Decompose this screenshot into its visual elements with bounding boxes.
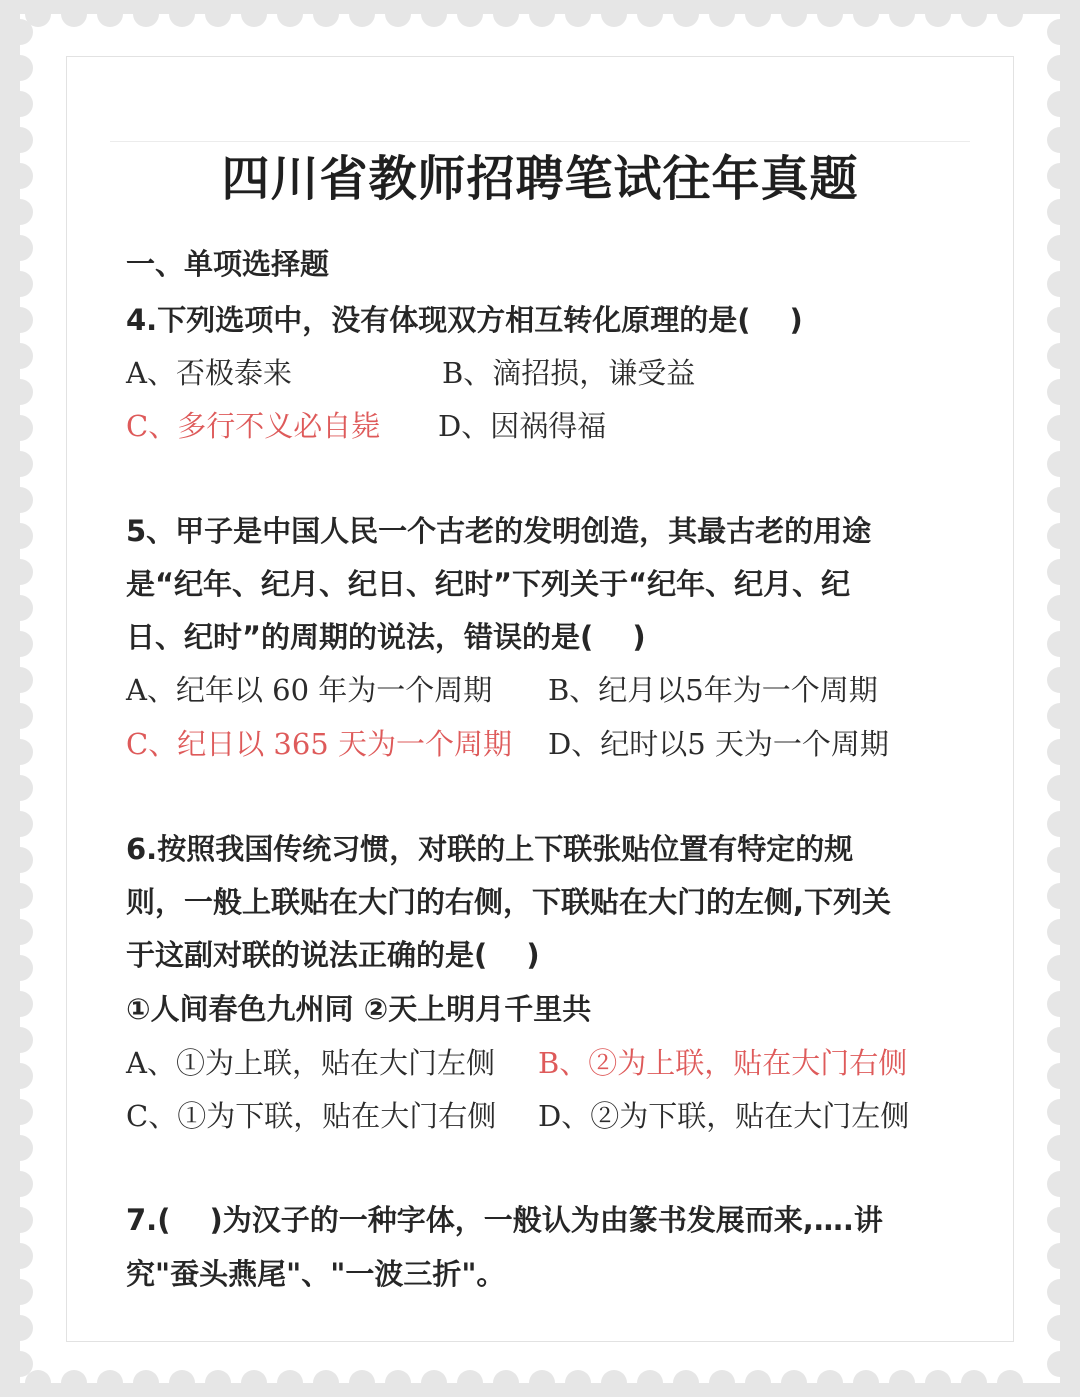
perforation-dot (133, 1, 159, 27)
perforation-dot (1047, 415, 1073, 441)
question-6-stem-line-1: 6.按照我国传统习惯，对联的上下联张贴位置有特定的规 (126, 832, 854, 866)
perforation-dot (7, 1027, 33, 1053)
perforation-dot (1047, 451, 1073, 477)
perforation-dot (637, 1, 663, 27)
perforation-dot (529, 1370, 555, 1396)
perforation-dot (1047, 1027, 1073, 1053)
perforation-dot (817, 1370, 843, 1396)
question-7-stem-line-1: 7.( )为汉子的一种字体，一般认为由篆书发展而来,….讲 (126, 1203, 883, 1237)
perforation-dot (565, 1370, 591, 1396)
perforation-dot (1047, 1063, 1073, 1089)
perforation-dot (1047, 631, 1073, 657)
perforation-dot (7, 343, 33, 369)
perforation-dot (1047, 91, 1073, 117)
perforation-dot (1047, 1243, 1073, 1269)
perforation-dot (61, 1370, 87, 1396)
perforation-dot (349, 1, 375, 27)
perforation-dot (961, 1, 987, 27)
perforation-dot (7, 1063, 33, 1089)
perforation-dot (7, 775, 33, 801)
perforation-dot (1047, 1135, 1073, 1161)
perforation-dot (673, 1370, 699, 1396)
perforation-dot (7, 451, 33, 477)
perforation-dot (7, 91, 33, 117)
perforation-dot (745, 1370, 771, 1396)
perforation-dot (7, 595, 33, 621)
perforation-dot (1047, 595, 1073, 621)
perforation-dot (421, 1, 447, 27)
perforation-dot (7, 991, 33, 1017)
perforation-dot (7, 55, 33, 81)
perforation-dot (889, 1370, 915, 1396)
perforation-dot (7, 847, 33, 873)
perforation-dot (565, 1, 591, 27)
answer-highlight: C、纪日以 365 天为一个周期 (126, 727, 512, 761)
perforation-dot (25, 1370, 51, 1396)
perforation-dot (277, 1370, 303, 1396)
perforation-dot (133, 1370, 159, 1396)
perforation-dot (1047, 343, 1073, 369)
perforation-dot (781, 1, 807, 27)
perforation-dot (421, 1370, 447, 1396)
question-6-option-b-answer: B、②为上联，贴在大门右侧 (538, 1046, 908, 1080)
perforation-dot (205, 1, 231, 27)
question-5-option-b: B、纪月以5年为一个周期 (548, 673, 878, 707)
perforation-dot (853, 1, 879, 27)
perforation-dot (1047, 739, 1073, 765)
perforation-dot (7, 1135, 33, 1161)
perforation-dot (1047, 847, 1073, 873)
perforation-dot (97, 1, 123, 27)
perforation-dot (1047, 235, 1073, 261)
perforation-dot (7, 1351, 33, 1377)
perforation-dot (7, 1207, 33, 1233)
question-5-option-c-answer (126, 724, 512, 764)
perforation-dot (7, 919, 33, 945)
perforation-dot (1047, 55, 1073, 81)
perforation-dot (313, 1370, 339, 1396)
perforation-dot (1047, 1099, 1073, 1125)
question-5-option-d: D、纪时以5 天为一个周期 (548, 727, 889, 761)
perforation-dot (853, 1370, 879, 1396)
perforation-dot (925, 1370, 951, 1396)
question-6-stem-line-3: 于这副对联的说法正确的是( ) (126, 938, 540, 972)
perforation-dot (61, 1, 87, 27)
page-title: 四川省教师招聘笔试往年真题 (221, 151, 859, 207)
perforation-dot (7, 235, 33, 261)
perforation-dot (7, 955, 33, 981)
perforation-dot (1047, 1351, 1073, 1377)
question-4-stem: 4.下列选项中，没有体现双方相互转化原理的是( ) (126, 303, 803, 337)
perforation-dot (7, 379, 33, 405)
perforation-dot (817, 1, 843, 27)
perforation-dot (493, 1, 519, 27)
perforation-dot (1047, 667, 1073, 693)
perforation-dot (781, 1370, 807, 1396)
question-6-couplet (126, 989, 591, 1029)
perforation-dot (241, 1, 267, 27)
answer-highlight: C、多行不义必自毙 (126, 409, 381, 443)
question-6-option-c: C、①为下联，贴在大门右侧 (126, 1099, 497, 1133)
perforation-dot (709, 1370, 735, 1396)
perforation-dot (97, 1370, 123, 1396)
question-4-option-d: D、因祸得福 (438, 409, 607, 443)
perforation-dot (349, 1370, 375, 1396)
perforation-dot (385, 1, 411, 27)
perforation-dot (1047, 379, 1073, 405)
perforation-dot (7, 739, 33, 765)
perforation-dot (7, 1315, 33, 1341)
question-5-stem-line-2: 是“纪年、纪月、纪日、纪时”下列关于“纪年、纪月、纪 (126, 567, 851, 601)
question-6-stem-line-2: 则，一般上联贴在大门的右侧，下联贴在大门的左侧,下列关 (126, 885, 892, 919)
perforation-dot (169, 1370, 195, 1396)
perforation-dot (205, 1370, 231, 1396)
perforation-dot (1047, 991, 1073, 1017)
perforation-dot (529, 1, 555, 27)
perforation-dot (7, 811, 33, 837)
perforation-dot (313, 1, 339, 27)
perforation-dot (1047, 559, 1073, 585)
perforation-dot (7, 523, 33, 549)
perforation-dot (1047, 1279, 1073, 1305)
perforation-dot (7, 883, 33, 909)
perforation-dot (1047, 1207, 1073, 1233)
question-6-option-a: A、①为上联，贴在大门左侧 (126, 1046, 495, 1080)
perforation-dot (709, 1, 735, 27)
question-5-option-a: A、纪年以 60 年为一个周期 (126, 673, 493, 707)
perforation-dot (7, 1279, 33, 1305)
perforation-dot (7, 307, 33, 333)
question-6-option-d: D、②为下联，贴在大门左侧 (538, 1099, 910, 1133)
perforation-dot (1047, 307, 1073, 333)
perforation-dot (457, 1, 483, 27)
perforation-dot (673, 1, 699, 27)
perforation-dot (889, 1, 915, 27)
perforation-dot (1047, 883, 1073, 909)
perforation-dot (7, 703, 33, 729)
perforation-dot (1047, 955, 1073, 981)
perforation-dot (637, 1370, 663, 1396)
perforation-dot (457, 1370, 483, 1396)
perforation-dot (169, 1, 195, 27)
perforation-dot (1047, 19, 1073, 45)
question-4-option-a: A、否极泰来 (126, 356, 292, 390)
perforation-dot (925, 1, 951, 27)
question-4-option-c-answer (126, 406, 380, 446)
perforation-dot (7, 19, 33, 45)
perforation-dot (7, 487, 33, 513)
question-5-stem-line-3: 日、纪时”的周期的说法，错误的是( ) (126, 620, 646, 654)
perforation-dot (1047, 1315, 1073, 1341)
perforation-dot (7, 559, 33, 585)
perforation-dot (385, 1370, 411, 1396)
perforation-dot (7, 1171, 33, 1197)
question-7-stem-line-2: 究"蚕头燕尾"、"一波三折"。 (126, 1257, 506, 1291)
perforation-dot (1047, 487, 1073, 513)
perforation-dot (601, 1, 627, 27)
perforation-dot (7, 667, 33, 693)
perforation-dot (7, 631, 33, 657)
perforation-dot (493, 1370, 519, 1396)
question-5-stem-line-1: 5、甲子是中国人民一个古老的发明创造，其最古老的用途 (126, 514, 872, 548)
perforation-dot (997, 1370, 1023, 1396)
perforation-dot (277, 1, 303, 27)
perforation-dot (601, 1370, 627, 1396)
question-4-option-b: B、滴招损，谦受益 (442, 356, 696, 390)
section-heading: 一、单项选择题 (126, 247, 330, 281)
perforation-dot (7, 1099, 33, 1125)
perforation-dot (1047, 919, 1073, 945)
perforation-dot (7, 271, 33, 297)
perforation-dot (997, 1, 1023, 27)
couplet-highlight: ①人间春色九州同 ②天上明月千里共 (126, 992, 592, 1026)
perforation-dot (7, 1243, 33, 1269)
perforation-dot (1047, 703, 1073, 729)
perforation-dot (1047, 271, 1073, 297)
perforation-dot (241, 1370, 267, 1396)
perforation-dot (1047, 811, 1073, 837)
perforation-dot (1047, 1171, 1073, 1197)
perforation-dot (7, 415, 33, 441)
perforation-dot (1047, 775, 1073, 801)
perforation-dot (1047, 523, 1073, 549)
perforation-dot (745, 1, 771, 27)
perforation-dot (961, 1370, 987, 1396)
